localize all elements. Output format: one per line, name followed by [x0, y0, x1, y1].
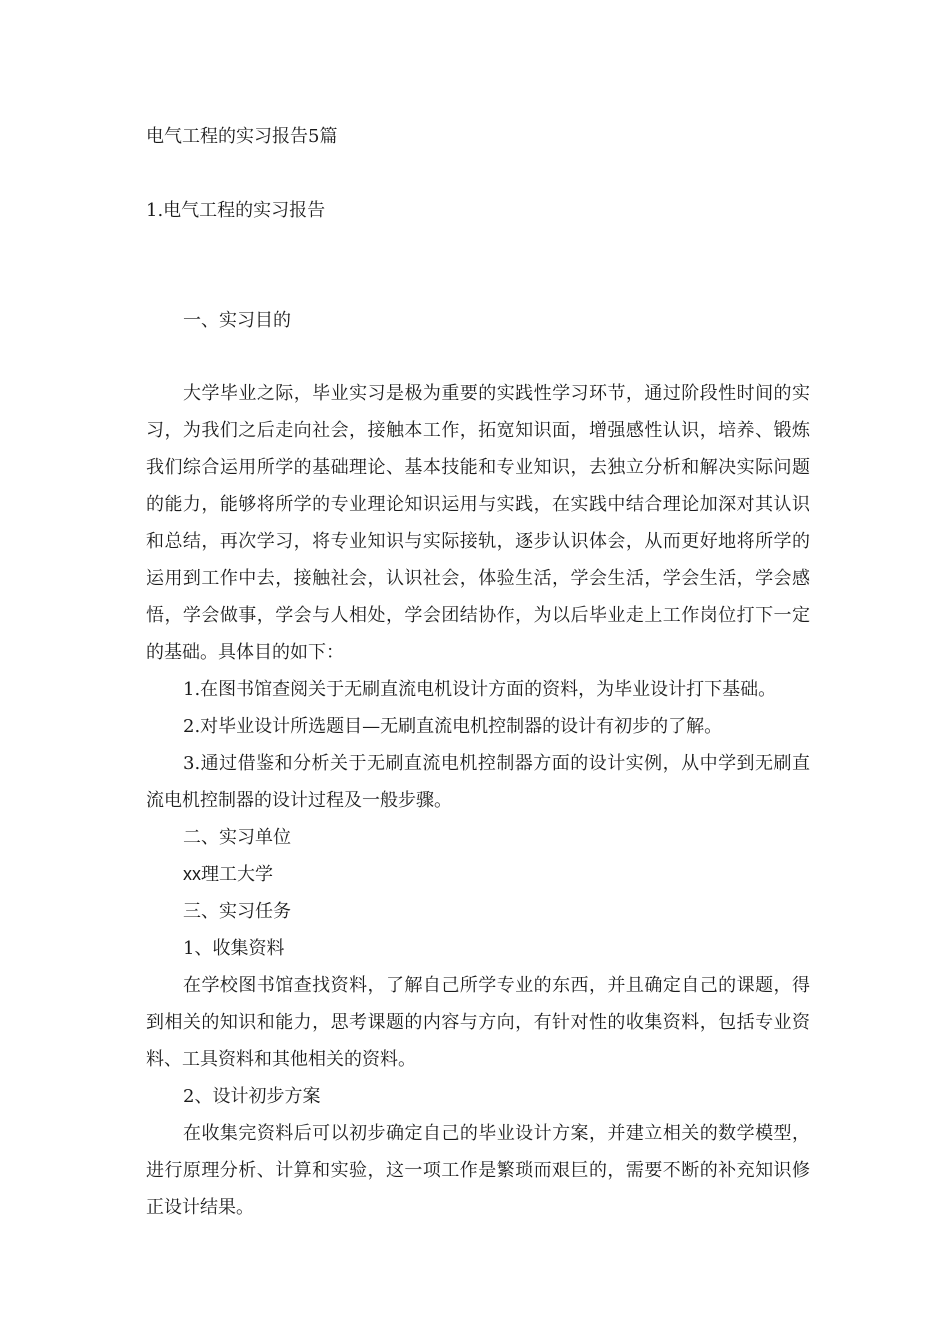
section-heading-unit: 二、实习单位 [183, 827, 291, 848]
task-paragraph-design: 在收集完资料后可以初步确定自己的毕业设计方案，并建立相关的数学模型，进行原理分析、计算和实验，这一项工作是繁琐而艰巨的，需要不断的补充知识修正设计结果。 [146, 1123, 810, 1218]
purpose-paragraph: 大学毕业之际，毕业实习是极为重要的实践性学习环节，通过阶段性时间的实习，为我们之后走向社会，接触本工作，拓宽知识面，增强感性认识，培养、锻炼我们综合运用所学的基础理论、基本技能和专业知识，去独立分析和解决实际问题的能力，能够将所学的专业理论知识运用与实践，在实践中结合理论加深对其认识和总结，再次学习，将专业知识与实际接轨，逐步认识体会，从而更好地将所学的运用到工作中去，接触社会，认识社会，体验生活，学会生活，学会生活，学会感悟，学会做事，学会与人相处，学会团结协作，为以后毕业走上工作岗位打下一定的基础。具体目的如下： [146, 383, 810, 663]
internship-unit: xx理工大学 [183, 864, 273, 884]
section-heading-tasks: 三、实习任务 [183, 901, 291, 922]
document-title: 电气工程的实习报告5篇 [146, 126, 338, 147]
purpose-item-3: 3.通过借鉴和分析关于无刷直流电机控制器方面的设计实例，从中学到无刷直流电机控制器的设计过程及一般步骤。 [146, 753, 810, 811]
report-title: 1.电气工程的实习报告 [146, 200, 326, 221]
section-heading-purpose: 一、实习目的 [183, 310, 291, 331]
report-body [146, 308, 810, 1226]
task-paragraph-collect: 在学校图书馆查找资料，了解自己所学专业的东西，并且确定自己的课题，得到相关的知识和能力，思考课题的内容与方向，有针对性的收集资料，包括专业资料、工具资料和其他相关的资料。 [146, 975, 810, 1070]
task-heading-collect: 1、收集资料 [183, 938, 285, 959]
purpose-item-1: 1.在图书馆查阅关于无刷直流电机设计方面的资料，为毕业设计打下基础。 [183, 679, 777, 700]
task-heading-design: 2、设计初步方案 [183, 1086, 321, 1107]
purpose-item-2: 2.对毕业设计所选题目—无刷直流电机控制器的设计有初步的了解。 [183, 716, 723, 737]
